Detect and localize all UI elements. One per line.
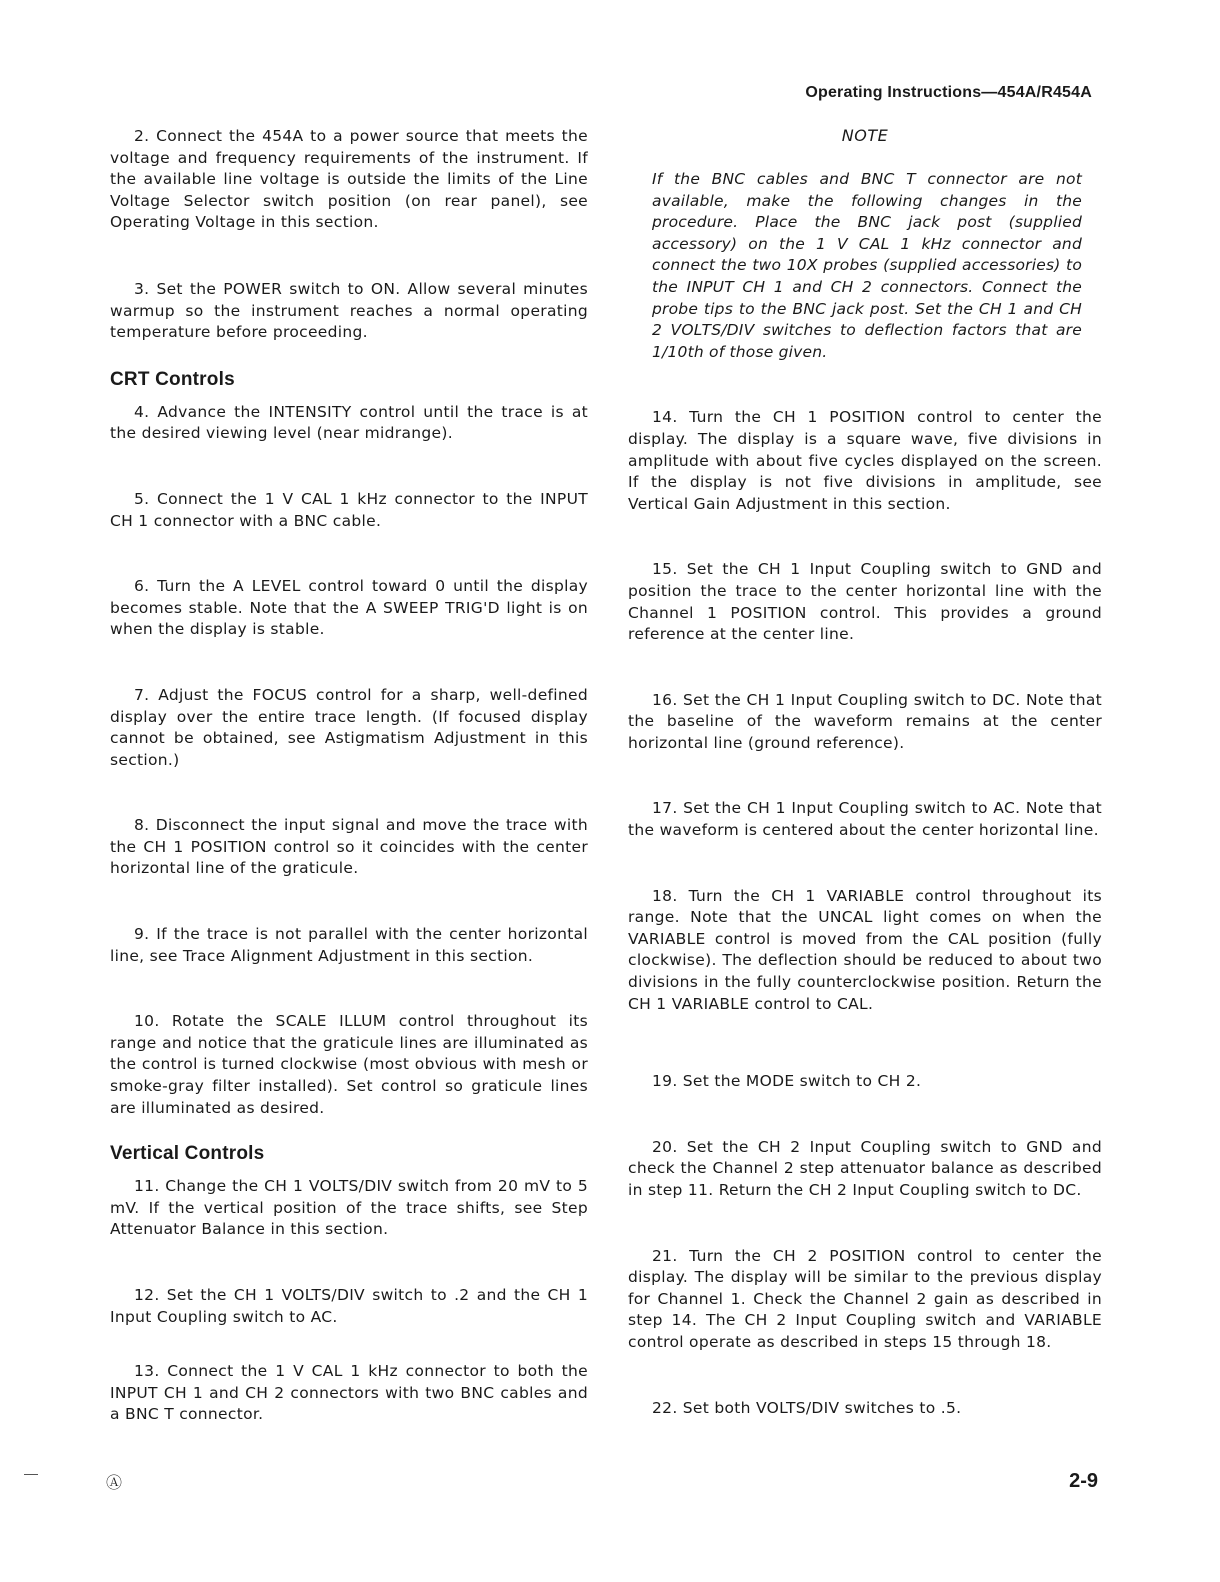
step-14: 14. Turn the CH 1 POSITION control to center the display. The display is a square wave, five divisions in amplitude with about five cycles displayed on the screen. If the display is not five divisions in amplitude, see Vertical Gain Adjustment in this section. (628, 408, 1102, 513)
step-6: 6. Turn the A LEVEL control toward 0 until the display becomes stable. Note that the A SWEEP TRIG'D light is on when the display is stable. (110, 577, 588, 639)
crt-controls-heading: CRT Controls (110, 368, 235, 390)
step-15: 15. Set the CH 1 Input Coupling switch to GND and position the trace to the center horizontal line with the Channel 1 POSITION control. This provides a ground reference at the center line. (628, 560, 1102, 644)
step-10: 10. Rotate the SCALE ILLUM control throughout its range and notice that the graticule lines are illuminated as the control is turned clockwise (most obvious with mesh or smoke-gray filter installed). Set control so graticule lines are illuminated as desired. (110, 1012, 588, 1117)
step-20: 20. Set the CH 2 Input Coupling switch to GND and check the Channel 2 step attenuator balance as described in step 11. Return the CH 2 Input Coupling switch to DC. (628, 1137, 1102, 1199)
page-number: 2-9 (1069, 1470, 1098, 1492)
step-9: 9. If the trace is not parallel with the center horizontal line, see Trace Alignment Adjustment in this section. (110, 925, 588, 965)
running-header: Operating Instructions—454A/R454A (805, 84, 1092, 101)
step-3: 3. Set the POWER switch to ON. Allow several minutes warmup so the instrument reaches a normal operating temperature before proceeding. (110, 279, 588, 342)
step-22: 22. Set both VOLTS/DIV switches to .5. (652, 1398, 962, 1417)
step-2: 2. Connect the 454A to a power source that meets the voltage and frequency requirements of the instrument. If the available line voltage is outside the limits of the Line Voltage Selector switch position (on rear panel), see Operating Voltage in this section. (110, 127, 588, 232)
step-5: 5. Connect the 1 V CAL 1 kHz connector to the INPUT CH 1 connector with a BNC cable. (110, 489, 588, 530)
step-16: 16. Set the CH 1 Input Coupling switch to DC. Note that the baseline of the waveform remains at the center horizontal line (ground reference). (628, 690, 1102, 752)
step-19: 19. Set the MODE switch to CH 2. (652, 1072, 922, 1091)
note-title: NOTE (841, 126, 889, 145)
step-13: 13. Connect the 1 V CAL 1 kHz connector to both the INPUT CH 1 and CH 2 connectors with two BNC cables and a BNC T connector. (110, 1362, 588, 1424)
revision-mark: Ⓐ (106, 1473, 123, 1492)
step-4: 4. Advance the INTENSITY control until the trace is at the desired viewing level (near midrange). (110, 402, 588, 443)
step-21: 21. Turn the CH 2 POSITION control to center the display. The display will be similar to the previous display for Channel 1. Check the Channel 2 gain as described in step 14. The CH 2 Input Coupling switch and VARIABLE control operate as described in steps 15 through 18. (628, 1246, 1102, 1351)
margin-tick (24, 1474, 38, 1475)
left-column (110, 126, 588, 1426)
vertical-controls-heading: Vertical Controls (110, 1143, 265, 1165)
step-17: 17. Set the CH 1 Input Coupling switch to AC. Note that the waveform is centered about the center horizontal line. (628, 799, 1102, 840)
note-body: If the BNC cables and BNC T connector are not available, make the following changes in the procedure. Place the BNC jack post (supplied accessory) on the 1 V CAL 1 kHz connector and connect the two 10X probes (supplied accessories) to the INPUT CH 1 and CH 2 connectors. Connect the probe tips to the BNC jack post. Set the CH 1 and CH 2 VOLTS/DIV switches to deflection factors that are 1/10th of those given. (652, 170, 1082, 361)
step-8: 8. Disconnect the input signal and move the trace with the CH 1 POSITION control so it coincides with the center horizontal line of the graticule. (110, 816, 588, 878)
step-7: 7. Adjust the FOCUS control for a sharp, well-defined display over the entire trace length. (If focused display cannot be obtained, see Astigmatism Adjustment in this section.) (110, 685, 588, 769)
step-18: 18. Turn the CH 1 VARIABLE control throughout its range. Note that the UNCAL light comes on when the VARIABLE control is moved from the CAL position (fully clockwise). The deflection should be reduced to about two divisions in the fully counterclockwise position. Return the CH 1 VARIABLE control to CAL. (628, 886, 1102, 1013)
step-11: 11. Change the CH 1 VOLTS/DIV switch from 20 mV to 5 mV. If the vertical position of the trace shifts, see Step Attenuator Balance in this section. (110, 1177, 588, 1239)
right-column (628, 126, 1102, 1419)
step-12: 12. Set the CH 1 VOLTS/DIV switch to .2 and the CH 1 Input Coupling switch to AC. (110, 1286, 588, 1326)
